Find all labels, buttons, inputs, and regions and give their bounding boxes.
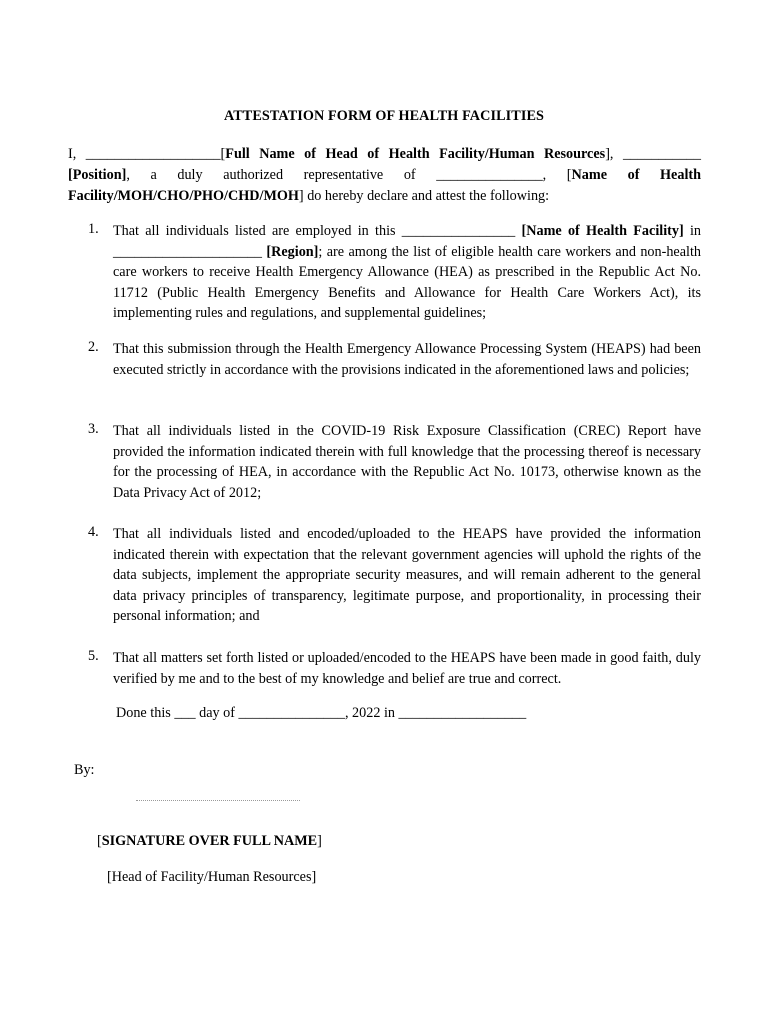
intro-paragraph: [68, 144, 701, 207]
list-item-number: 1.: [88, 221, 99, 237]
list-item-number: 2.: [88, 339, 99, 355]
signature-bracket-close: ]: [317, 833, 322, 849]
list-item: [68, 421, 701, 503]
intro-bold-full-name: Full Name of Head of Health Facility/Human Resources: [225, 146, 606, 162]
item-1-bold-facility: [Name of Health Facility]: [521, 223, 684, 239]
list-item: [68, 524, 701, 627]
list-item-number: 3.: [88, 421, 99, 437]
list-item-number: 4.: [88, 524, 99, 540]
intro-text-3: , a duly authorized representative of _______________, [: [126, 167, 572, 183]
signature-line: [136, 800, 300, 801]
item-1-text-c: in _____________________: [113, 223, 701, 260]
list-item-text: That this submission through the Health Emergency Allowance Processing System (HEAPS) had been executed strictly in accordance with the provisions indicated in the aforementioned laws and policies;: [113, 341, 701, 378]
list-item-text: That all matters set forth listed or uploaded/encoded to the HEAPS have been made in good faith, duly verified by me and to the best of my knowledge and belief are true and correct.: [113, 650, 701, 687]
item-1-bold-region: [Region]: [266, 243, 319, 260]
list-item: [68, 648, 701, 689]
list-item-text: [113, 221, 701, 324]
item-1-text-a: That all individuals listed are employed in this ________________: [113, 223, 522, 239]
signature-bracket-open: [: [97, 833, 102, 849]
list-item: [68, 339, 701, 380]
intro-bold-position: [Position]: [68, 167, 127, 183]
signature-name-label: [97, 833, 322, 850]
signature-label-text: SIGNATURE OVER FULL NAME: [101, 833, 318, 849]
intro-text-4: ] do hereby declare and attest the following:: [298, 188, 550, 204]
list-item-number: 5.: [88, 648, 99, 664]
list-item-text: That all individuals listed in the COVID-19 Risk Exposure Classification (CREC) Report have provided the information indicated therein with full knowledge that the processing thereof is necessary for the processing of HEA, in accordance with the Republic Act No. 10173, otherwise known as the Data Privacy Act of 2012;: [113, 423, 701, 501]
item-1-text-e: ; are among the list of eligible health care workers and non-health care workers to receive Health Emergency Allowance (HEA) as prescribed in the Republic Act No. 11712 (Public Health Emergency Benefits and Allowance for Health Care Workers Act), its implementing rules and regulations, and supplemental guidelines;: [113, 243, 702, 321]
intro-bold-facility: Name of Health Facility/MOH/CHO/PHO/CHD/MOH: [68, 167, 702, 204]
intro-text-1: I, ___________________[: [68, 146, 226, 162]
intro-text-2: ], ___________: [605, 146, 701, 162]
list-item: [68, 221, 701, 324]
list-item-text: That all individuals listed and encoded/uploaded to the HEAPS have provided the information indicated therein with expectation that the relevant government agencies will uphold the rights of the data subjects, implement the appropriate security measures, and will remain adherent to the general data privacy principles of transparency, legitimate purpose, and proportionality, in processing their personal information; and: [113, 526, 701, 624]
document-title: ATTESTATION FORM OF HEALTH FACILITIES: [223, 108, 545, 124]
signature-role-label: [Head of Facility/Human Resources]: [107, 869, 317, 885]
by-label: By:: [74, 762, 95, 778]
done-this-line: Done this ___ day of _______________, 2022 in __________________: [116, 705, 527, 721]
